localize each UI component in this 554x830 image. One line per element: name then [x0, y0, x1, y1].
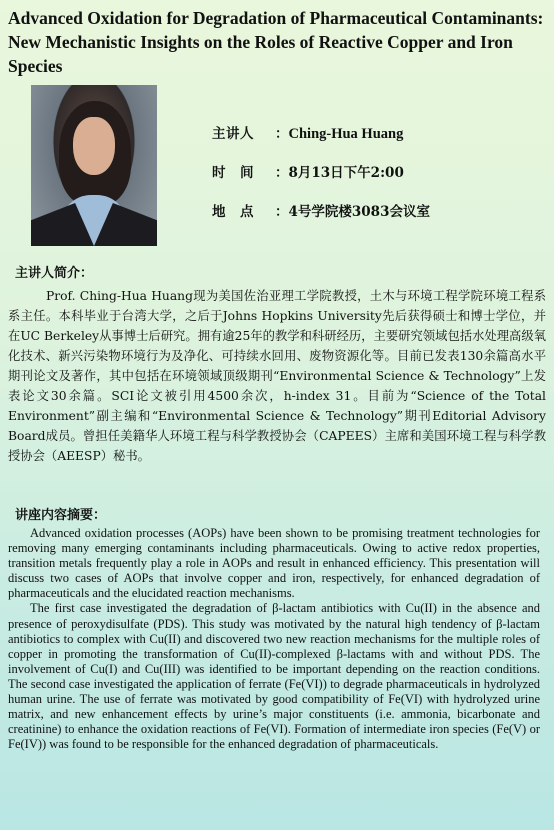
time-sep: ： [275, 165, 289, 181]
speaker-label: 主讲人 [212, 126, 254, 142]
speaker-value: Ching-Hua Huang [288, 126, 404, 142]
speaker-sep: ： [275, 126, 289, 142]
speaker-row [212, 122, 403, 143]
photo-face [73, 117, 115, 175]
time-label: 时 间 [212, 165, 254, 181]
time-row [212, 161, 404, 181]
abstract-paragraph: The first case investigated the degradation of β-lactam antibiotics with Cu(II) in the absence and presence of peroxydisulfate (PDS). This study was motivated by the natural high tendency of β-lactam antibiotics to complex with Cu(II) and discovered two new reaction mechanisms for the multiple roles of copper in promoting the transformation of Cu(II)-complexed β-lactams with and without PDS. The involvement of Cu(I) and Cu(III) was identified to be important depending on the reaction conditions. The second case investigated the application of ferrate (Fe(VI)) to degrade pharmaceuticals in hydrolyzed human urine. The use of ferrate was motivated by good compatibility of Fe(VI) with hydrolyzed urine matrix, and new enhancement effects by urine’s major constituents (i.e. ammonia, bicarbonate and creatinine) to enhance the oxidation reactions of Fe(VI). Formation of intermediate iron species (Fe(V) or Fe(IV)) was found to be responsible for the enhanced degradation of pharmaceuticals. [8, 601, 540, 752]
place-sep: ： [275, 204, 289, 220]
place-label: 地 点 [212, 204, 254, 220]
bio-text: Prof. Ching-Hua Huang现为美国佐治亚理工学院教授，土木与环境工程学院环境工程系系主任。本科毕业于台湾大学，之后于Johns Hopkins University先后获得硕士和博士学位，并在UC Berkeley从事博士后研究。拥有逾25年的教学和科研经历，主要研究领域包括水处理高级氧化技术、新兴污染物环境行为及净化、可持续水回用、废物资源化等。目前已发表130余篇高水平期刊论文及著作，其中包括在环境领域顶级期刊“Environmental Science & Technology”上发表论文30余篇。SCI论文被引用4500余次，h-index 31。目前为“Science of the Total Environment”副主编和“Environmental Science & Technology”期刊Editorial Advisory Board成员。曾担任美籍华人环境工程与科学教授协会（CAPEES）主席和美国环境工程与科学教授协会（AEESP）秘书。 [8, 289, 546, 463]
time-value: 8月13日下午2:00 [288, 165, 404, 181]
place-value: 4号学院楼3083会议室 [288, 204, 430, 220]
place-row [212, 200, 430, 220]
lecture-title: Advanced Oxidation for Degradation of Pharmaceutical Contaminants: New Mechanistic Insights on the Roles of Reactive Copper and Iron Species [8, 8, 544, 76]
bio-heading: 主讲人简介： [15, 266, 94, 281]
abstract-paragraph: Advanced oxidation processes (AOPs) have been shown to be promising treatment technologies for removing many emerging contaminants including pharmaceuticals. Owing to active redox properties, transition metals frequently play a role in AOPs and result in enhanced efficiency. This presentation will discuss two cases of AOPs that involve copper and iron, respectively, for enhanced degradation of pharmaceuticals and the elucidated reaction mechanisms. [8, 526, 540, 601]
speaker-photo [31, 85, 157, 246]
abstract-heading: 讲座内容摘要： [15, 508, 107, 523]
abstract-body [8, 526, 540, 752]
